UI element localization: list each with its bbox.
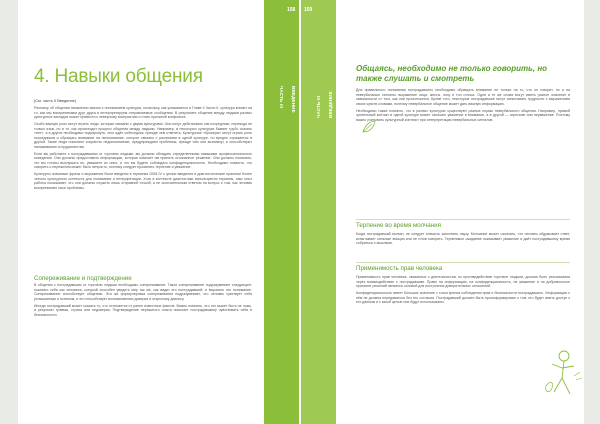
paragraph: Когда пострадавший молчит, не следует спешить заполнить паузу. Молчание может означать, что человек обдумывает ответ, испытывает сильные эмоции или не готов говорить. Терпеливое ожидание показывает уважение и даёт пострадавшему время собраться с мыслями.	[356, 232, 570, 246]
subheading-human-rights: Применимость прав человека	[356, 265, 443, 272]
chapter-title: 4. Навыки общения	[34, 66, 203, 87]
strip-right-label-1: ЧАСТЬ III	[316, 95, 321, 118]
left-body-text	[34, 106, 252, 193]
paragraph: Применимость прав человека, связанных с деятельностью по противодействию торговле людьми, должна быть реализована через взаимодействие с пострадавшим. Право на информацию, на конфиденциальность, на уважение и на добровольное принятие решений является основой для построения доверительных отношений.	[356, 275, 570, 289]
page-number-left: 158	[287, 7, 296, 13]
right-chapter-strip	[300, 0, 336, 424]
right-body-text-2	[356, 232, 570, 248]
paragraph: Культурно значимые фразы и выражения были введены в терминах DSM-IV с целью введения в диагностические практики более четкого культурного контекста для понимания и интерпретации. Хотя в контексте диагностики используются термины, наш опыт работы показывает, что они должны служить лишь отправной точкой, а не окончательным ответом на вопрос о том, как человек воспринимает свои проблемы.	[34, 172, 252, 190]
subheading-empathy: Сопереживание и подтверждение	[34, 275, 132, 282]
section-rule	[356, 219, 570, 220]
paragraph: Конфиденциальность имеет большое значение с точки зрения соблюдения прав и безопасности пострадавшего. Информация о нём не должна передаваться без его согласия. Пострадавший должен быть проинформирован о том, кто будет иметь доступ к его данным и с какой целью они будут использованы.	[356, 291, 570, 305]
section-note: (См. часть II Введение)	[34, 98, 77, 103]
paragraph: В общении с пострадавшим от торговли людьми необходимо сопереживание. Такое сопереживание подразумевает следующее: показать себя как человека, который способен увидеть мир так же, как видит его пострадавший, и выразить это понимание. Сопереживание способствует общению. Эта же формулировка сопереживания подразумевает, что человек чувствует себя услышанным и понятым, и это способствует возникновению доверия и открытому диалогу.	[34, 283, 252, 301]
paragraph: Если вы работаете с пострадавшими от торговли людьми, вы должны обладать определенными навыками профессионального поведения. Они должны предоставить информацию, которая поможет им принять осознанное решение. Они должны понимать, что вы готовы выслушать их, уважаете их опыт, и что вы будете соблюдать конфиденциальность. Необходимо помнить, что говорить о пережитом может быть непросто, поэтому следует проявлять терпение и уважение.	[34, 151, 252, 170]
left-chapter-strip	[264, 0, 300, 424]
right-page-heading: Общаясь, необходимо не только говорить, но также слушать и смотреть	[356, 64, 548, 83]
paragraph: Особо важную роль могут играть люди, которые связаны с двумя культурами. Они могут действовать как посредники, переводя не только язык, но и то, как происходит процесс общения между людьми. Например, в некоторых культурах бывает грубо сказать «нет», а в других необходимо подчеркнуть, чего ждёт собеседник, прежде чем ответить. Культурные «брокеры» могут играть роль посредников и обращать внимание на непонимание, которое связано с различием в одной культуре, но вредно отражается в другой. Такие люди помогают сократить недопонимание, предупреждают проблемы, прежде чем они возникнут, и способствуют налаживанию сотрудничества.	[34, 122, 252, 149]
spine-divider	[299, 0, 301, 424]
figure-doodle-icon	[540, 346, 584, 402]
subheading-silence: Терпение во время молчания	[356, 222, 441, 229]
strip-right-label-2: ВВЕДЕНИЕ	[328, 91, 333, 118]
paragraph: Необходимо также помнить, что в разных культурах существуют разные нормы невербального общения. Например, прямой зрительный контакт в одной культуре может означать уважение и внимание, а в другой — агрессию или неуважение. Поэтому важно учитывать культурный контекст при интерпретации невербальных сигналов.	[356, 108, 570, 122]
right-body-text-3	[356, 275, 570, 307]
left-body-text-2	[34, 283, 252, 320]
left-page	[18, 0, 264, 424]
page-number-right: 159	[304, 7, 313, 13]
paragraph: Разговор об общении неизменно связан с пониманием культуры, поскольку, как указывается в Главе 4 Части II, культура влияет на то, как мы воспринимаем друг друга и интерпретируем отправляемые сообщения. В результате общение между людьми разных культурных взглядов может привести к неверному восприятию и стать причиной конфликта.	[34, 106, 252, 120]
strip-left-label-2: ВВЕДЕНИЕ	[291, 86, 296, 113]
paragraph: Иногда пострадавший может сказать то, что отличается от ранее известных фактов. Важно помнить, что это может быть не ложь, а результат травмы, страха или недоверия. Подтверждение пережитого опыта помогает пострадавшему чувствовать себя в безопасности.	[34, 303, 252, 317]
section-rule	[356, 262, 570, 263]
strip-left-label-1: ЧАСТЬ III	[279, 86, 284, 109]
paragraph: Для правильного понимания пострадавшего необходимо обращать внимание не только на то, что он говорит, но и на невербальные сигналы: выражение лица, жесты, позу и тон голоса. Одни и те же слова могут иметь разное значение в зависимости от того, как они произносятся. Кроме того, некоторые пострадавшие могут испытывать трудности с выражением своих чувств словами, поэтому невербальное общение может дать важную информацию.	[356, 88, 570, 106]
leaf-doodle-icon	[360, 118, 378, 136]
right-body-text	[356, 88, 570, 125]
